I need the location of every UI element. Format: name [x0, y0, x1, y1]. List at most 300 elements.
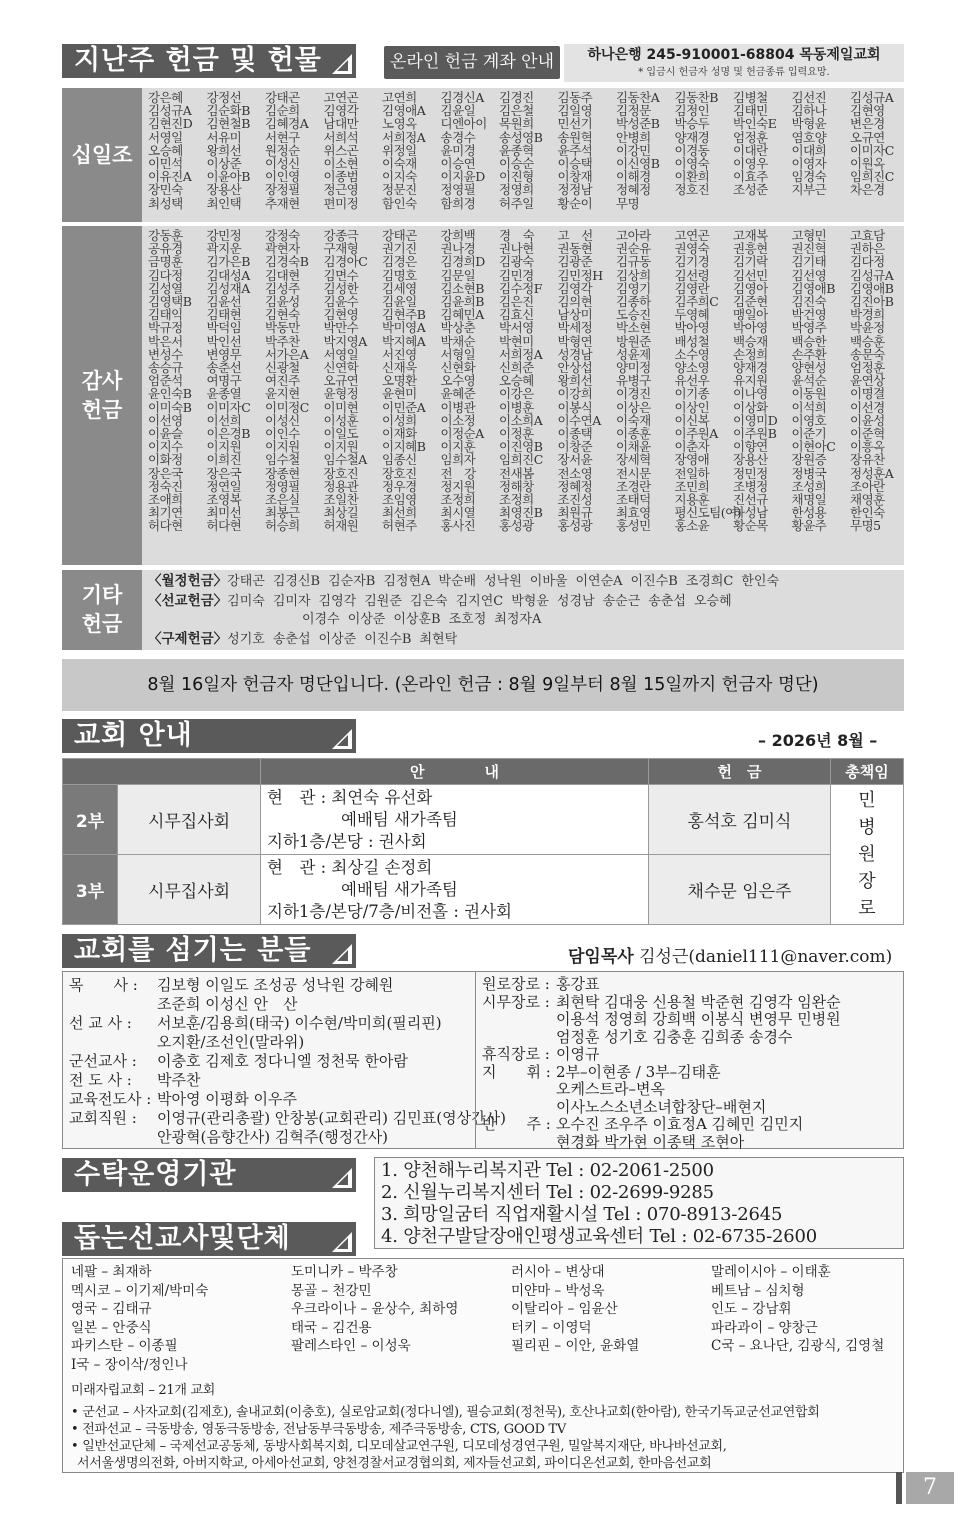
donor-name: 장용산 [206, 182, 242, 198]
donor-name: 최성택 [148, 195, 183, 211]
donor-name: 변은경 [850, 116, 885, 132]
donor-name: 서진영 [382, 346, 417, 362]
donor-name: 이윤슬 [148, 426, 183, 442]
donor-name: 변영무 [206, 346, 242, 362]
donor-name: 이성신 [265, 412, 300, 428]
donor-name: 이영자 [791, 156, 827, 172]
donor-name: 노영옥 [382, 116, 417, 132]
donor-name: 이윤아B [206, 169, 250, 185]
donor-name: 엄정훈 [733, 129, 768, 145]
donor-name: 서희정A [499, 346, 543, 362]
donor-name: 조영복 [206, 492, 242, 508]
donor-name: 이상화 [733, 399, 768, 415]
donor-name: 엄준석 [148, 373, 183, 389]
donor-name: 임종신 [382, 452, 417, 468]
staff-names: 엄정훈 성기호 김충훈 김희종 송경수 [556, 1027, 793, 1046]
duty-info-cell [261, 855, 649, 925]
donor-name: 김명호 [382, 267, 417, 283]
donor-name: 여명구 [206, 373, 242, 389]
donor-name: 강태곤 [382, 228, 417, 243]
donor-name: 강태곤 [227, 574, 265, 589]
donor-name: 조정희 [499, 492, 534, 508]
donor-name: 장호진 [323, 465, 359, 481]
staff-row [482, 1099, 903, 1117]
offering-title: 지난주 헌금 및 헌물 [74, 45, 322, 76]
donor-name: 이병훈 [499, 399, 534, 415]
staff-role: 시무장로 : [482, 992, 550, 1011]
donor-name: 방원준 [616, 333, 651, 349]
donor-name: 이영우 [733, 156, 768, 172]
donor-name: 서현구 [265, 129, 300, 145]
donor-name: 김대현 [265, 267, 300, 283]
missions-title: 돕는선교사및단체 [74, 1223, 291, 1254]
donor-name: 이종택 [557, 426, 593, 442]
monthly-offering-row [148, 571, 787, 592]
donor-name: 김규동 [616, 254, 651, 270]
staff-names: 오케스트라–변옥 [556, 1080, 665, 1098]
donor-name: 양소영 [674, 360, 710, 376]
missionary-item: C국 – 요나단, 김광식, 김영철 [711, 1338, 885, 1354]
donor-name: 김선령 [674, 267, 710, 283]
donor-name: 김윤일 [382, 294, 417, 310]
donor-name: 허다현 [148, 518, 183, 534]
donor-name: 윤현미 [382, 386, 417, 402]
staff-role: 원로장로 : [482, 975, 550, 993]
donor-name: 이미자C [206, 399, 251, 415]
donor-name: 고연희 [382, 90, 417, 105]
missionary-item [291, 1356, 511, 1375]
donor-name: 권영숙 [674, 241, 710, 257]
donor-name: 이성희 [382, 412, 417, 428]
donor-name: 이지숙 [382, 169, 417, 185]
duty-line: 예배팀 새가족팀 [341, 809, 458, 829]
donor-name: 신희준 [499, 360, 534, 376]
donor-name: 이선영 [148, 412, 183, 428]
donor-name: 장유찬 [850, 452, 885, 468]
donor-name: 최정자A [494, 612, 542, 627]
donor-name: 조아란 [850, 478, 885, 494]
donor-name: 김태민 [733, 103, 768, 119]
donor-name: 김병철 [733, 90, 768, 105]
donor-name: 윤지현 [265, 386, 300, 402]
donor-name: 김현숙 [265, 307, 300, 323]
donor-name: 신현화 [440, 360, 476, 376]
donor-name: 김영아 [733, 280, 768, 296]
missionary-item: 말레이시아 – 이태훈 [711, 1264, 831, 1280]
donor-name: 조일찬 [323, 492, 359, 508]
monthly-offering-label: 〈월정헌금〉 [148, 573, 228, 589]
donor-name: 무명 [616, 195, 640, 211]
donor-name: 이희진 [206, 452, 242, 468]
donor-name: 조병정 [733, 478, 768, 494]
donor-name: 여진주 [265, 373, 300, 389]
donor-name: 이지원 [265, 439, 300, 455]
donor-name: 소수영 [674, 346, 710, 362]
donor-name: 이강은 [499, 386, 534, 402]
corner-triangle-icon [332, 1168, 352, 1188]
donor-name: 황순목 [733, 518, 768, 534]
donor-name: 허승희 [265, 518, 300, 534]
donor-name: 이승연 [440, 156, 476, 172]
donor-name: 조민희 [674, 478, 710, 494]
staff-row [482, 1116, 903, 1134]
donor-name: 신재욱 [382, 360, 417, 376]
donor-name: 홍소윤 [674, 518, 710, 534]
donor-name: 조성희 [791, 478, 827, 494]
page-number-bar [896, 1472, 902, 1504]
donor-name: 이현아C [791, 439, 836, 455]
staff-role [69, 995, 157, 1014]
donor-name: 이선희 [206, 412, 242, 428]
donor-name: 이일도 [323, 426, 359, 442]
donor-name: 이영미D [733, 412, 778, 428]
donor-name: 이기종 [674, 386, 710, 402]
missions-box [62, 1258, 904, 1473]
donor-name: 이영숙 [674, 156, 710, 172]
donor-name: 고재복 [733, 228, 768, 243]
missionary-grid [71, 1263, 895, 1374]
donor-name: 성윤제 [616, 346, 651, 362]
donor-name: 김윤선 [206, 294, 242, 310]
donor-name: 양현성 [791, 360, 827, 376]
donor-name: 권나현 [499, 241, 534, 257]
staff-names: 조준희 이성신 안 산 [157, 995, 298, 1013]
donor-name: 김성재A [206, 280, 250, 296]
staff-names: 이영규 [556, 1045, 600, 1063]
duty-line: 지하1층/본당/7층/비전홀 : 권사회 [267, 901, 512, 921]
donor-name: 권순유 [616, 241, 651, 257]
donor-name: 김기락 [733, 254, 768, 270]
donor-name: 위정일 [382, 142, 417, 158]
donor-name: 송원혁 [557, 129, 593, 145]
chief-char: 장 [858, 871, 876, 892]
donor-name: 최상길 [323, 505, 359, 521]
senior-pastor [568, 942, 892, 967]
mission-offering-row [148, 591, 740, 612]
other-label-line1: 기타 [81, 583, 123, 607]
donor-name: 정문진 [382, 182, 417, 198]
donor-name: 김광숙 [499, 254, 534, 270]
donor-name: 정혜정 [616, 182, 651, 198]
donor-name: 김진숙 [791, 294, 827, 310]
donor-name: 이향연 [733, 439, 768, 455]
donor-name: 남대만 [323, 116, 359, 132]
senior-pastor-label: 담임목사 [568, 947, 634, 967]
donor-name: 이선경 [850, 399, 885, 415]
donor-name: 권동현 [557, 241, 593, 257]
donor-name: 정용관 [323, 478, 359, 494]
donor-name: 양재경 [674, 129, 710, 145]
money-col-header: 헌 금 [649, 759, 831, 785]
donor-name: 이소정 [440, 412, 476, 428]
donor-name: 윤혜준 [440, 386, 476, 402]
donor-name: 김원준 [364, 594, 402, 609]
donor-name: 이연순A [575, 574, 623, 589]
donor-name: 김다정 [148, 267, 183, 283]
staff-names: 이용석 정영희 강희백 이봉식 변영무 민병원 [556, 1010, 841, 1028]
donor-name: 김경희D [440, 254, 485, 270]
donor-name: 조은실 [265, 492, 300, 508]
donor-name: 박현미 [499, 333, 534, 349]
donor-name: 송춘섭 [272, 632, 311, 647]
donor-name: 이은경B [206, 426, 250, 442]
staff-role [69, 1128, 157, 1147]
donor-name: 박동만 [265, 320, 300, 336]
donor-name: 이진형 [499, 169, 534, 185]
missionary-item: 인도 – 강남휘 [711, 1301, 792, 1317]
donor-name: 안상섭 [557, 360, 593, 376]
relief-offering-label: 〈구제헌금〉 [148, 631, 228, 647]
donor-name: 정지원 [440, 478, 476, 494]
donor-name: 김민경 [499, 267, 534, 283]
mission-bullet: • 군선교 – 사자교회(김제호), 솔내교회(이충호), 실로암교회(정다니엘), 필승교회(정천묵), 호산나교회(한아람), 한국기독교군선교연합회 [71, 1405, 820, 1420]
consign-list [374, 1157, 904, 1249]
donor-name: 한인숙 [850, 505, 885, 521]
donor-name: 김영애B [791, 280, 835, 296]
staff-row [482, 1064, 903, 1082]
mission-bullet: • 전파선교 – 극동방송, 영동극동방송, 전남동부극동방송, 제주극동방송, CTS, GOOD TV [71, 1422, 566, 1437]
donor-name: 김정인 [674, 103, 710, 119]
donor-name: 서희석 [323, 129, 359, 145]
staff-role [69, 1033, 157, 1052]
donor-name: 강종극 [323, 228, 359, 243]
online-offering-label: 온라인 헌금 계좌 안내 [384, 46, 560, 79]
missionary-item: 파라과이 – 양창근 [711, 1319, 818, 1336]
missionary-item: 베트남 – 심치형 [711, 1282, 805, 1299]
donor-name: 오승혜 [148, 142, 183, 158]
donor-name: 박서영 [499, 320, 534, 336]
donor-name: 유선우 [674, 373, 710, 389]
donor-name: 송춘섭 [648, 594, 686, 609]
staff-role: 교회직원 : [69, 1109, 137, 1127]
staff-names: 현경화 박가현 이종택 조현아 [556, 1132, 745, 1151]
donor-name: 박형윤 [791, 116, 827, 132]
donor-name: 서유미 [206, 129, 242, 145]
mission-bullet: 서서울생명의전화, 아버지학교, 아세아선교회, 양천경찰서교경협의회, 제자들선교회, 파이디온선교회, 한마음선교회 [77, 1456, 712, 1471]
donor-name: 맹일아 [733, 307, 768, 323]
donor-name: 박상춘 [440, 320, 476, 336]
staff-names: 김보형 이일도 조성공 성낙원 강혜원 [157, 976, 394, 994]
missionary-item: 일본 – 안중식 [71, 1319, 152, 1336]
donor-name: 송문숙 [850, 346, 885, 362]
donor-name: 정병국 [791, 465, 827, 481]
donor-name: 이명결 [850, 386, 885, 402]
donor-name: 김면수 [323, 267, 359, 283]
thanks-label [62, 226, 142, 565]
donor-name: 이미자C [850, 142, 894, 158]
donor-name: 김성규A [850, 267, 894, 283]
donor-name: 최인택 [206, 195, 242, 211]
donor-name: 김경진 [499, 90, 534, 105]
donor-name: 곽현자 [265, 241, 300, 257]
donor-name: 이윤성 [850, 412, 885, 428]
donor-name: 김상희 [616, 267, 651, 283]
donor-name: 이석희 [791, 399, 827, 415]
donor-name: 박인선 [206, 333, 242, 349]
staff-role: 선 교 사 : [69, 1014, 132, 1032]
donor-name: 조태덕 [616, 492, 651, 508]
donor-name: 김영기 [616, 280, 651, 296]
donor-name: 김현주B [382, 307, 426, 323]
staff-names: 이영규(관리총괄) 안창봉(교회관리) 김민표(영상간사) [157, 1109, 506, 1127]
donor-name: 양재경 [733, 360, 768, 376]
donor-name: 고연곤 [323, 90, 359, 105]
staff-row [69, 976, 473, 995]
donor-name: 서가은A [265, 346, 309, 362]
donor-name: 김경은 [382, 254, 417, 270]
donor-name: 차은경 [850, 182, 885, 198]
staff-names: 최현탁 김대웅 신용철 박준현 김영각 임완순 [556, 992, 841, 1011]
donor-name: 이진수B [630, 574, 678, 589]
page-number: 7 [906, 1472, 954, 1504]
donor-name: 장은국 [148, 465, 183, 481]
donor-name: 이강민 [616, 142, 651, 158]
donor-name: 이바울 [529, 574, 568, 589]
other-label [62, 570, 142, 650]
donor-name: 이진영B [499, 439, 543, 455]
donor-name: 이병관 [440, 399, 476, 415]
consign-item: 1. 양천해누리복지관 Tel : 02-2061-2500 [381, 1160, 714, 1181]
donor-name: 채영훈 [850, 492, 885, 508]
donor-name: 김은숙 [409, 594, 448, 609]
guide-title: 교회 안내 [74, 720, 193, 751]
donor-name: 장종현 [265, 465, 300, 481]
donor-name: 이환희 [674, 169, 710, 185]
church-plants: 미래자립교회 – 21개 교회 [71, 1383, 215, 1398]
donor-name: 김영택B [148, 294, 192, 310]
donor-name: 이숙재 [616, 412, 651, 428]
thanks-label-line1: 감사 [81, 368, 123, 393]
duty-line: 예배팀 새가족팀 [341, 879, 458, 899]
donor-name: 김윤일 [440, 103, 476, 119]
donor-name: 고연곤 [674, 228, 710, 243]
donor-name: 박형연 [557, 333, 593, 349]
donor-name: 정근영 [323, 182, 359, 198]
donor-name: 이춘자 [674, 439, 710, 455]
staff-role [482, 1134, 556, 1152]
donor-name: 이경동 [674, 142, 710, 158]
donor-name: 박영주 [791, 320, 827, 336]
missionary-item: 멕시코 – 이기제/박미숙 [71, 1282, 209, 1299]
donor-name: 민선기 [557, 116, 593, 132]
donor-name: 장정필 [265, 182, 300, 198]
donor-name: 위스곤 [323, 142, 359, 158]
donor-name: 박세정 [557, 320, 593, 336]
chief-char: 병 [858, 817, 876, 838]
donor-name: 경 숙 [499, 228, 535, 243]
donor-name: 서희정A [382, 129, 426, 145]
donor-name: 이상은 [616, 399, 651, 415]
missionary-item: 네팔 – 최재하 [71, 1264, 152, 1280]
staff-row [482, 1046, 903, 1064]
donor-name: 박규정 [148, 320, 183, 336]
donor-name: 이미정C [265, 399, 309, 415]
thanks-label-line2: 헌금 [81, 397, 123, 422]
donor-name: 이지윤D [440, 169, 485, 185]
chief-cell [831, 785, 904, 925]
staff-role: 전 도 사 : [69, 1071, 132, 1089]
donor-name: 김혜경A [265, 116, 309, 132]
donor-name: 정해창 [499, 478, 534, 494]
consign-item: 2. 신월누리복지센터 Tel : 02-2699-9285 [381, 1182, 714, 1203]
staff-role: 교육전도사 : [69, 1090, 152, 1108]
donor-name: 전 강 [440, 465, 476, 481]
donor-name: 정혜정 [557, 478, 593, 494]
donor-name: 권기진 [382, 241, 417, 257]
donor-name: 이민준A [382, 399, 426, 415]
donor-name: 이인수 [265, 426, 300, 442]
donor-name: 김현영 [850, 103, 885, 119]
staff-title-banner [62, 934, 356, 968]
donor-name: 이성신 [265, 156, 300, 172]
donor-name: 함인숙 [382, 195, 417, 211]
donor-name: 김순희 [265, 103, 300, 119]
donor-name: 서형일 [440, 346, 476, 362]
staff-row [69, 1014, 473, 1033]
staff-names: 서보훈/김용희(태국) 이수현/박미희(필리핀) [157, 1014, 442, 1032]
donor-name: 이동원 [791, 386, 827, 402]
donor-name: 진선규 [733, 492, 768, 508]
donor-name: 임경숙 [791, 169, 827, 185]
missionary-item: 태국 – 김건용 [291, 1319, 372, 1336]
donor-name: 조성준 [733, 182, 768, 198]
donor-name: 김대성A [206, 267, 250, 283]
staff-names: 홍강표 [556, 975, 600, 993]
donor-name: 김진아B [850, 294, 894, 310]
duty-info-cell [261, 785, 649, 855]
donor-name: 이신복 [674, 412, 710, 428]
donor-name: 김영각 [323, 103, 359, 119]
donor-name: 송경수 [440, 129, 476, 145]
donor-name: 구재형 [323, 241, 359, 257]
donor-name: 장호진 [382, 465, 417, 481]
staff-role [482, 1011, 556, 1029]
offering-title-banner [62, 44, 356, 78]
donor-name: 원정순 [265, 142, 300, 158]
donor-name: 윤석순 [791, 373, 827, 389]
donor-name: 송승규 [148, 360, 183, 376]
donor-name: 김현영 [323, 307, 359, 323]
donor-name: 손정희 [733, 346, 768, 362]
missionary-item: 팔레스타인 – 이성욱 [291, 1338, 411, 1354]
donor-name: 함희경 [440, 195, 476, 211]
donor-name: 왕희선 [557, 373, 593, 389]
donor-name: 곽지운 [206, 241, 242, 257]
donor-name: 임수철A [323, 452, 367, 468]
staff-names: 2부–이현종 / 3부–김태훈 [556, 1062, 721, 1081]
donor-name: 이유진A [148, 169, 192, 185]
offering-notice: 8월 16일자 헌금자 명단입니다. (온라인 헌금 : 8월 9일부터 8월 15일까지 헌금자 명단) [62, 659, 904, 711]
donor-name: 전일하 [674, 465, 710, 481]
donor-name: 박경희 [850, 307, 885, 323]
staff-role [482, 1029, 556, 1047]
donor-name: 이상준 [347, 612, 386, 627]
donor-name: 채명일 [791, 492, 827, 508]
donor-name: 김경신A [440, 90, 484, 105]
donor-name: 박아영 [674, 320, 710, 336]
donor-name: 추재현 [265, 195, 300, 211]
donor-name: 허주일 [499, 195, 534, 211]
missions-title-banner [62, 1222, 356, 1256]
donor-name: 장서윤 [557, 452, 593, 468]
consign-item: 3. 희망일굼터 직업재활시설 Tel : 070-8913-2645 [381, 1204, 783, 1225]
donor-name: 한인숙 [741, 574, 780, 589]
donor-name: 정성훈A [850, 465, 894, 481]
donor-name: 김기태 [791, 254, 827, 270]
donor-name: 조호정 [448, 612, 487, 627]
corner-triangle-icon [332, 729, 352, 749]
donor-name: 오규연 [850, 129, 885, 145]
